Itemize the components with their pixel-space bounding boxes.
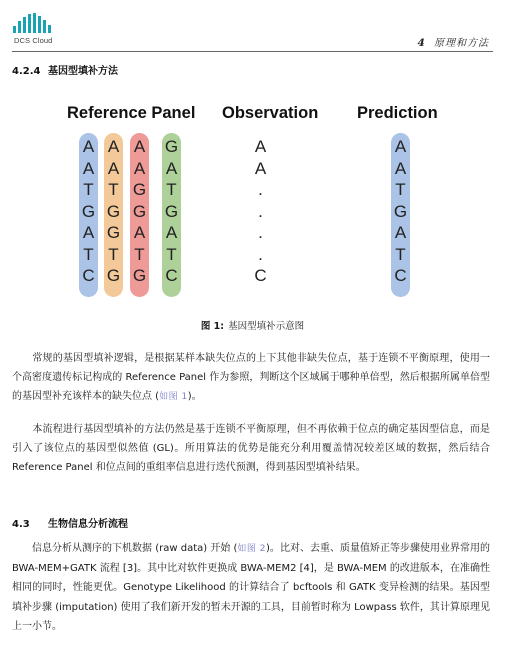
reference-haplotype-4-base: T: [166, 180, 177, 199]
reference-haplotype-1-base: T: [83, 180, 94, 199]
reference-haplotype-4-base: T: [166, 244, 177, 264]
reference-haplotype-1-base: A: [82, 223, 95, 242]
chapter-number: 4: [417, 37, 425, 49]
chapter-heading: [418, 34, 490, 49]
reference-haplotype-3-base: G: [132, 180, 147, 199]
reference-haplotype-3-base: G: [132, 266, 147, 285]
section-number: 4.3: [12, 519, 30, 530]
observation-base: .: [258, 180, 263, 199]
prediction-base: A: [394, 223, 407, 242]
reference-haplotype-1-base: G: [81, 201, 96, 221]
section-number: 4.2.4: [12, 66, 41, 77]
paragraph-text: )。: [187, 391, 202, 403]
reference-haplotype-3-base: A: [133, 158, 146, 178]
reference-haplotype-3-base: A: [133, 137, 146, 156]
caption-label: 图 1:: [200, 321, 225, 332]
reference-haplotype-3-base: A: [133, 223, 146, 242]
reference-haplotype-4-base: A: [165, 223, 178, 242]
section-heading-4-3: [12, 515, 128, 530]
reference-haplotype-2-base: T: [108, 244, 119, 264]
reference-haplotype-4-base: G: [164, 137, 179, 156]
reference-haplotype-1-base: A: [82, 158, 95, 178]
observation-title: Observation: [222, 104, 319, 122]
prediction-base: C: [394, 266, 407, 285]
chapter-title: 原理和方法: [434, 38, 489, 49]
observation-base: .: [258, 223, 263, 242]
reference-panel-title: Reference Panel: [67, 104, 196, 122]
observation-base: .: [258, 244, 263, 264]
figure-caption: [0, 318, 505, 332]
reference-haplotype-1-base: T: [83, 244, 94, 264]
paragraph-text: )。比对、去重、质量值矫正等步骤使用业界常用的 BWA-MEM+GATK 流程 [3]。其中比对软件更换成 BWA-MEM2 [4]，是 BWA-MEM 的改进版本，在准确性相同的同时，性能更优。Genotype Likelihood 的计算结合了 bcftools 和 GATK 变异检测的结果。基因型填补步骤 (imputation) 使用了我们新开发的暂未开源的工具，目前暂时称为 Lowpass 软件，其计算原理见上一小节。: [12, 543, 490, 632]
reference-haplotype-3-base: G: [132, 201, 147, 221]
reference-haplotype-3-base: T: [134, 244, 145, 264]
prediction-title: Prediction: [357, 104, 438, 122]
section-title: 生物信息分析流程: [48, 519, 128, 530]
prediction-base: T: [395, 180, 406, 199]
reference-haplotype-2-base: A: [107, 137, 120, 156]
paragraph-text: 信息分析从测序的下机数据 (raw data) 开始 (: [12, 543, 238, 554]
paragraph-bioinfo-pipeline: [12, 539, 490, 636]
caption-text: 基因型填补示意图: [228, 321, 305, 332]
observation-base: C: [254, 266, 267, 285]
observation-base: A: [254, 158, 267, 178]
reference-haplotype-1-base: A: [82, 137, 95, 156]
reference-haplotype-4-base: G: [164, 201, 179, 221]
reference-haplotype-1-base: C: [82, 266, 95, 285]
paragraph-pipeline-method: [12, 420, 490, 478]
header-rule: [12, 51, 493, 52]
page-header: [0, 0, 505, 58]
section-heading-4-2-4: [12, 62, 118, 77]
paragraph-text: 本流程进行基因型填补的方法仍然是基于连锁不平衡原理，但不再依赖于位点的确定基因型信息，而是引入了该位点的基因型似然值 (GL)。所用算法的优势是能充分利用覆盖情况较差区域的数据，然后结合 Reference Panel 和位点间的重组率信息进行迭代预测，得到基因型填补结果。: [12, 424, 490, 474]
reference-haplotype-2-base: T: [108, 180, 119, 199]
figure-1-link[interactable]: 如图 1: [159, 392, 188, 403]
logo-text: DCS Cloud: [14, 36, 53, 45]
prediction-base: G: [393, 201, 408, 221]
prediction-base: T: [395, 244, 406, 264]
reference-haplotype-2-base: G: [106, 266, 121, 285]
prediction-base: A: [394, 137, 407, 156]
reference-haplotype-2-base: G: [106, 223, 121, 242]
section-title: 基因型填补方法: [48, 66, 118, 77]
paragraph-imputation-logic: [12, 349, 490, 408]
reference-haplotype-4-base: C: [165, 266, 178, 285]
reference-haplotype-2-base: G: [106, 201, 121, 221]
reference-haplotype-2-base: A: [107, 158, 120, 178]
prediction-base: A: [394, 158, 407, 178]
dcs-cloud-logo: [12, 12, 52, 34]
paragraph-text: 常规的基因型填补逻辑，是根据某样本缺失位点的上下其他非缺失位点，基于连锁不平衡原理，使用一个高密度遗传标记构成的 Reference Panel 作为参照，判断这个区域属于哪种单倍型，然后根据所属单倍型的基因型补充该样本的缺失位点 (: [12, 353, 490, 403]
figure-2-link[interactable]: 如图 2: [237, 544, 267, 554]
observation-base: A: [254, 137, 267, 156]
observation-base: .: [258, 201, 263, 221]
reference-haplotype-4-base: A: [165, 158, 178, 178]
